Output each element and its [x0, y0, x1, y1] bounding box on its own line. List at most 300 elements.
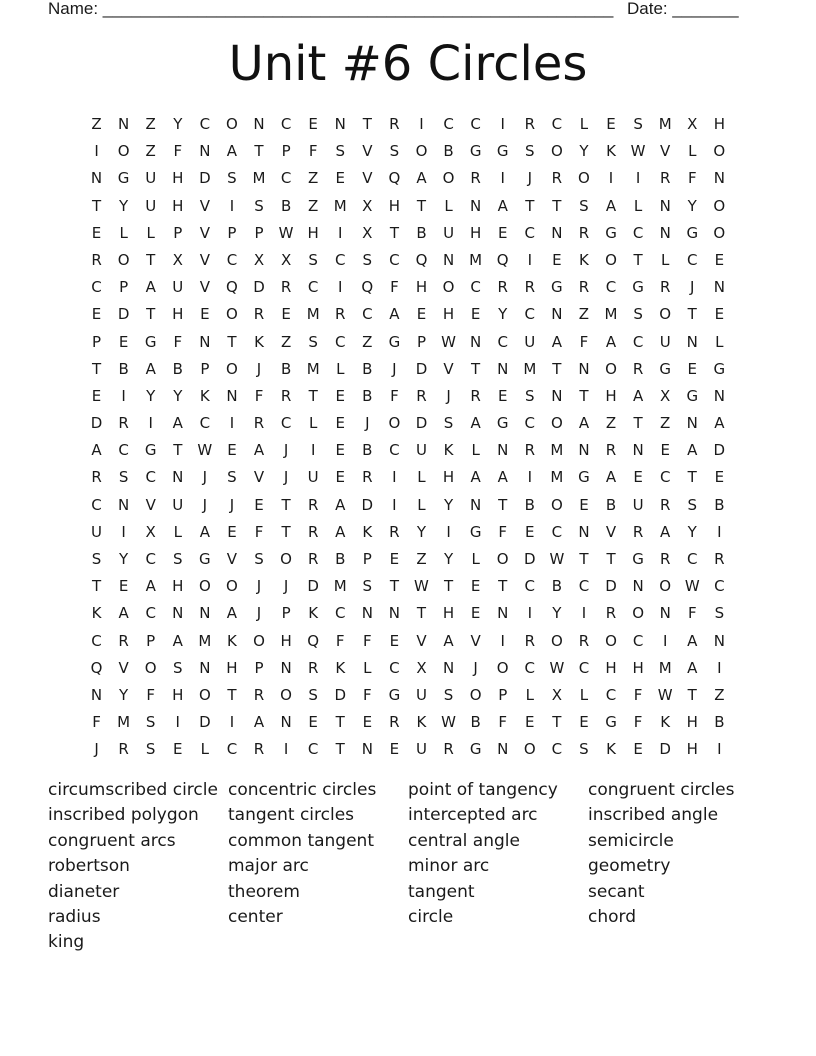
grid-letter[interactable]: G [117, 169, 130, 188]
grid-letter[interactable]: G [469, 522, 482, 541]
grid-letter[interactable]: E [118, 577, 129, 596]
grid-letter[interactable]: Y [119, 196, 129, 215]
grid-letter[interactable]: D [117, 305, 130, 324]
grid-letter[interactable]: F [687, 604, 697, 623]
grid-letter[interactable]: R [714, 550, 725, 568]
grid-letter[interactable]: E [497, 223, 508, 242]
grid-letter[interactable]: E [579, 495, 589, 514]
grid-letter[interactable]: D [199, 713, 211, 732]
grid-letter[interactable]: E [254, 495, 264, 514]
grid-letter[interactable]: U [415, 685, 427, 704]
grid-letter[interactable]: C [199, 414, 211, 433]
grid-letter[interactable]: O [226, 359, 238, 378]
grid-letter[interactable]: C [145, 468, 156, 487]
grid-letter[interactable]: D [361, 495, 374, 514]
grid-letter[interactable]: B [714, 713, 725, 732]
grid-letter[interactable]: I [527, 604, 532, 623]
grid-letter[interactable]: I [148, 414, 153, 433]
grid-letter[interactable]: C [199, 115, 211, 133]
grid-letter[interactable]: U [415, 441, 427, 460]
grid-letter[interactable]: R [659, 169, 671, 188]
grid-letter[interactable]: S [633, 115, 643, 133]
grid-letter[interactable]: K [579, 250, 589, 269]
grid-letter[interactable]: A [443, 631, 454, 650]
grid-letter[interactable]: S [308, 685, 318, 704]
grid-letter[interactable]: S [525, 386, 535, 405]
grid-letter[interactable]: S [308, 250, 318, 269]
grid-letter[interactable]: U [659, 332, 671, 351]
grid-letter[interactable]: W [549, 658, 565, 677]
grid-letter[interactable]: C [578, 577, 590, 596]
grid-letter[interactable]: R [443, 740, 454, 759]
grid-letter[interactable]: M [550, 441, 564, 460]
grid-letter[interactable]: A [605, 196, 617, 215]
grid-letter[interactable]: C [632, 223, 644, 242]
grid-letter[interactable]: I [121, 386, 126, 405]
grid-letter[interactable]: K [335, 658, 346, 677]
grid-letter[interactable]: E [416, 305, 427, 324]
grid-letter[interactable]: I [500, 115, 505, 133]
grid-letter[interactable]: T [471, 359, 481, 378]
grid-letter[interactable]: X [172, 250, 183, 269]
grid-letter[interactable]: E [335, 414, 345, 433]
grid-letter[interactable]: X [145, 522, 156, 541]
grid-letter[interactable]: E [308, 115, 318, 133]
grid-letter[interactable]: Y [119, 685, 129, 704]
grid-letter[interactable]: C [389, 250, 400, 269]
grid-letter[interactable]: Z [91, 115, 102, 133]
grid-letter[interactable]: N [361, 604, 373, 623]
grid-letter[interactable]: C [91, 631, 102, 650]
grid-letter[interactable]: O [469, 685, 482, 704]
grid-letter[interactable]: N [659, 223, 671, 242]
grid-letter[interactable]: J [690, 278, 695, 297]
grid-letter[interactable]: R [389, 115, 400, 133]
grid-letter[interactable]: E [308, 713, 318, 732]
grid-letter[interactable]: S [227, 468, 237, 487]
grid-letter[interactable]: R [659, 278, 671, 297]
grid-letter[interactable]: S [714, 604, 725, 623]
grid-letter[interactable]: H [469, 223, 482, 242]
grid-letter[interactable]: L [417, 495, 426, 514]
grid-letter[interactable]: I [635, 169, 641, 188]
grid-letter[interactable]: R [335, 305, 346, 324]
grid-letter[interactable]: N [199, 604, 211, 623]
grid-letter[interactable]: N [280, 658, 292, 677]
grid-letter[interactable]: E [470, 577, 481, 596]
grid-letter[interactable]: H [632, 658, 644, 677]
grid-letter[interactable]: T [606, 550, 616, 568]
grid-letter[interactable]: Y [416, 522, 427, 541]
grid-letter[interactable]: C [687, 250, 698, 269]
grid-letter[interactable]: B [605, 495, 617, 514]
grid-letter[interactable]: F [579, 332, 589, 351]
grid-letter[interactable]: P [498, 685, 508, 704]
grid-letter[interactable]: E [579, 713, 589, 732]
grid-letter[interactable]: R [362, 468, 373, 487]
grid-letter[interactable]: G [388, 685, 401, 704]
grid-letter[interactable]: R [524, 278, 535, 297]
grid-letter[interactable]: B [118, 359, 129, 378]
grid-letter[interactable]: S [173, 658, 183, 677]
grid-letter[interactable]: O [523, 740, 536, 759]
grid-letter[interactable]: E [335, 386, 345, 405]
grid-letter[interactable]: F [363, 685, 372, 704]
grid-letter[interactable]: D [524, 550, 536, 568]
grid-letter[interactable]: J [365, 414, 370, 433]
grid-letter[interactable]: C [687, 550, 698, 568]
grid-letter[interactable]: A [226, 142, 238, 161]
grid-letter[interactable]: C [307, 740, 319, 759]
grid-letter[interactable]: A [118, 604, 129, 623]
grid-letter[interactable]: C [524, 223, 536, 242]
grid-letter[interactable]: C [714, 577, 725, 596]
grid-letter[interactable]: Z [362, 332, 373, 351]
grid-letter[interactable]: M [117, 713, 131, 732]
grid-letter[interactable]: O [442, 278, 455, 297]
grid-letter[interactable]: T [579, 550, 589, 568]
grid-letter[interactable]: G [686, 223, 699, 242]
grid-letter[interactable]: J [202, 495, 208, 514]
grid-letter[interactable]: T [579, 386, 589, 405]
grid-letter[interactable]: M [252, 169, 266, 188]
grid-letter[interactable]: L [471, 550, 480, 568]
grid-letter[interactable]: S [254, 550, 264, 568]
grid-letter[interactable]: F [498, 522, 508, 541]
grid-letter[interactable]: W [441, 713, 456, 732]
name-field[interactable]: Name: ______________________________________________________ [48, 0, 614, 18]
grid-letter[interactable]: O [550, 631, 563, 650]
grid-letter[interactable]: N [118, 115, 130, 133]
grid-letter[interactable]: T [525, 196, 535, 215]
grid-letter[interactable]: R [280, 278, 292, 297]
grid-letter[interactable]: O [415, 142, 428, 161]
grid-letter[interactable]: W [657, 685, 673, 704]
grid-letter[interactable]: T [687, 685, 697, 704]
grid-letter[interactable]: M [658, 658, 672, 677]
grid-letter[interactable]: N [361, 740, 373, 759]
grid-letter[interactable]: D [415, 414, 428, 433]
grid-letter[interactable]: N [713, 169, 725, 188]
grid-letter[interactable]: U [172, 278, 184, 297]
grid-letter[interactable]: N [172, 604, 184, 623]
grid-letter[interactable]: B [280, 359, 292, 378]
grid-letter[interactable]: T [389, 577, 399, 596]
grid-letter[interactable]: C [524, 577, 536, 596]
grid-letter[interactable]: T [91, 577, 102, 596]
grid-letter[interactable]: I [121, 522, 126, 541]
grid-letter[interactable]: N [551, 386, 563, 405]
grid-letter[interactable]: N [551, 305, 563, 324]
grid-letter[interactable]: A [470, 468, 481, 487]
grid-letter[interactable]: N [470, 495, 482, 514]
grid-letter[interactable]: A [145, 577, 156, 596]
grid-letter[interactable]: V [145, 495, 156, 514]
grid-letter[interactable]: X [416, 658, 427, 677]
grid-letter[interactable]: E [714, 250, 725, 269]
grid-letter[interactable]: T [173, 441, 183, 460]
grid-letter[interactable]: H [442, 468, 455, 487]
grid-letter[interactable]: C [91, 495, 102, 514]
grid-letter[interactable]: G [551, 278, 563, 297]
grid-letter[interactable]: Z [605, 414, 617, 433]
grid-letter[interactable]: O [442, 169, 455, 188]
grid-letter[interactable]: L [715, 332, 724, 351]
grid-letter[interactable]: I [717, 658, 722, 677]
grid-letter[interactable]: T [416, 196, 427, 215]
grid-letter[interactable]: C [497, 332, 508, 351]
grid-letter[interactable]: L [661, 250, 670, 269]
grid-letter[interactable]: K [227, 631, 237, 650]
grid-letter[interactable]: C [145, 550, 156, 568]
grid-letter[interactable]: I [581, 604, 587, 623]
grid-letter[interactable]: D [253, 278, 265, 297]
grid-letter[interactable]: E [335, 169, 345, 188]
grid-letter[interactable]: A [172, 631, 183, 650]
grid-letter[interactable]: N [497, 604, 509, 623]
grid-letter[interactable]: G [469, 142, 482, 161]
grid-letter[interactable]: H [172, 685, 184, 704]
grid-letter[interactable]: T [335, 713, 345, 732]
grid-letter[interactable]: A [335, 522, 346, 541]
grid-letter[interactable]: E [281, 305, 291, 324]
grid-letter[interactable]: E [687, 359, 697, 378]
grid-letter[interactable]: C [632, 332, 644, 351]
grid-letter[interactable]: N [686, 414, 698, 433]
grid-letter[interactable]: V [605, 522, 617, 541]
grid-letter[interactable]: R [632, 522, 644, 541]
grid-letter[interactable]: C [551, 115, 563, 133]
grid-letter[interactable]: F [363, 631, 372, 650]
grid-letter[interactable]: E [714, 468, 725, 487]
grid-letter[interactable]: N [442, 658, 455, 677]
grid-letter[interactable]: H [442, 305, 455, 324]
grid-letter[interactable]: O [605, 359, 617, 378]
grid-letter[interactable]: H [172, 305, 184, 324]
grid-letter[interactable]: D [199, 169, 211, 188]
grid-letter[interactable]: Y [146, 386, 156, 405]
grid-letter[interactable]: B [362, 441, 373, 460]
grid-letter[interactable]: D [605, 577, 617, 596]
grid-letter[interactable]: B [362, 386, 373, 405]
grid-letter[interactable]: N [659, 604, 671, 623]
grid-letter[interactable]: S [227, 169, 237, 188]
grid-letter[interactable]: J [283, 577, 289, 596]
grid-letter[interactable]: C [470, 115, 481, 133]
grid-letter[interactable]: Q [90, 658, 103, 677]
grid-letter[interactable]: G [578, 468, 590, 487]
grid-letter[interactable]: R [307, 522, 319, 541]
grid-letter[interactable]: I [229, 414, 235, 433]
grid-letter[interactable]: K [199, 386, 210, 405]
grid-letter[interactable]: O [632, 604, 644, 623]
grid-letter[interactable]: G [469, 740, 482, 759]
grid-letter[interactable]: C [524, 414, 536, 433]
grid-letter[interactable]: N [442, 250, 455, 269]
grid-letter[interactable]: N [497, 740, 509, 759]
grid-letter[interactable]: S [254, 196, 264, 215]
grid-letter[interactable]: O [550, 495, 563, 514]
grid-letter[interactable]: C [118, 441, 129, 460]
grid-letter[interactable]: P [362, 550, 372, 568]
grid-letter[interactable]: O [713, 196, 726, 215]
grid-letter[interactable]: N [90, 685, 103, 704]
grid-letter[interactable]: C [335, 332, 346, 351]
grid-letter[interactable]: N [470, 332, 482, 351]
grid-letter[interactable]: I [392, 495, 397, 514]
grid-letter[interactable]: G [713, 359, 726, 378]
grid-letter[interactable]: T [308, 386, 318, 405]
grid-letter[interactable]: I [527, 250, 532, 269]
grid-letter[interactable]: A [172, 414, 183, 433]
grid-letter[interactable]: R [632, 359, 644, 378]
grid-letter[interactable]: G [686, 386, 699, 405]
grid-letter[interactable]: I [662, 631, 668, 650]
grid-letter[interactable]: S [633, 305, 643, 324]
grid-letter[interactable]: N [686, 332, 698, 351]
grid-letter[interactable]: M [658, 115, 672, 133]
grid-letter[interactable]: J [527, 169, 532, 188]
grid-letter[interactable]: L [363, 658, 372, 677]
grid-letter[interactable]: N [578, 522, 590, 541]
grid-letter[interactable]: P [146, 631, 156, 650]
grid-letter[interactable]: R [524, 441, 535, 460]
grid-letter[interactable]: V [362, 169, 373, 188]
grid-letter[interactable]: A [551, 332, 562, 351]
grid-letter[interactable]: A [605, 332, 617, 351]
grid-letter[interactable]: N [551, 223, 563, 242]
grid-letter[interactable]: Y [119, 550, 129, 568]
grid-letter[interactable]: A [389, 305, 400, 324]
grid-letter[interactable]: I [229, 196, 235, 215]
grid-letter[interactable]: K [91, 604, 102, 623]
grid-letter[interactable]: J [446, 386, 451, 405]
grid-letter[interactable]: A [226, 604, 238, 623]
grid-letter[interactable]: C [524, 305, 536, 324]
grid-letter[interactable]: N [90, 169, 103, 188]
grid-letter[interactable]: H [226, 658, 238, 677]
grid-letter[interactable]: E [227, 441, 237, 460]
grid-letter[interactable]: B [172, 359, 183, 378]
grid-letter[interactable]: H [686, 713, 698, 732]
grid-letter[interactable]: Z [578, 305, 590, 324]
grid-letter[interactable]: A [91, 441, 102, 460]
grid-letter[interactable]: V [660, 142, 671, 161]
grid-letter[interactable]: A [578, 414, 590, 433]
grid-letter[interactable]: M [333, 196, 347, 215]
grid-letter[interactable]: T [146, 305, 156, 324]
grid-letter[interactable]: B [335, 550, 346, 568]
grid-letter[interactable]: S [362, 577, 373, 596]
grid-letter[interactable]: C [551, 740, 563, 759]
grid-letter[interactable]: T [443, 577, 454, 596]
grid-letter[interactable]: E [227, 522, 237, 541]
grid-letter[interactable]: B [714, 495, 725, 514]
grid-letter[interactable]: N [632, 441, 644, 460]
grid-letter[interactable]: T [91, 359, 102, 378]
grid-letter[interactable]: P [119, 278, 129, 297]
grid-letter[interactable]: N [632, 577, 644, 596]
grid-letter[interactable]: I [175, 713, 180, 732]
grid-letter[interactable]: E [91, 386, 102, 405]
grid-letter[interactable]: Q [361, 278, 374, 297]
grid-letter[interactable]: B [551, 577, 563, 596]
grid-letter[interactable]: E [389, 740, 400, 759]
grid-letter[interactable]: P [281, 142, 291, 161]
grid-letter[interactable]: N [470, 196, 482, 215]
grid-letter[interactable]: R [416, 386, 427, 405]
grid-letter[interactable]: X [280, 250, 292, 269]
grid-letter[interactable]: R [253, 685, 265, 704]
grid-letter[interactable]: R [91, 250, 102, 269]
grid-letter[interactable]: J [473, 658, 478, 677]
grid-letter[interactable]: T [687, 468, 697, 487]
grid-letter[interactable]: N [199, 142, 211, 161]
grid-letter[interactable]: R [470, 169, 481, 188]
grid-letter[interactable]: N [118, 495, 130, 514]
grid-letter[interactable]: O [713, 223, 726, 242]
grid-letter[interactable]: N [578, 359, 590, 378]
grid-letter[interactable]: A [145, 359, 156, 378]
grid-letter[interactable]: I [527, 468, 532, 487]
grid-letter[interactable]: A [497, 196, 508, 215]
grid-letter[interactable]: R [118, 740, 129, 759]
grid-letter[interactable]: H [280, 631, 292, 650]
grid-letter[interactable]: R [307, 550, 319, 568]
grid-letter[interactable]: N [713, 631, 725, 650]
grid-letter[interactable]: A [714, 414, 725, 433]
grid-letter[interactable]: N [659, 196, 671, 215]
grid-letter[interactable]: C [470, 278, 481, 297]
grid-letter[interactable]: I [446, 522, 451, 541]
grid-letter[interactable]: H [172, 196, 184, 215]
grid-letter[interactable]: F [173, 332, 183, 351]
grid-letter[interactable]: U [524, 332, 536, 351]
grid-letter[interactable]: A [470, 414, 481, 433]
grid-letter[interactable]: V [199, 196, 210, 215]
grid-letter[interactable]: L [200, 740, 210, 759]
grid-letter[interactable]: N [199, 332, 211, 351]
grid-letter[interactable]: E [362, 713, 373, 732]
grid-letter[interactable]: G [632, 550, 644, 568]
grid-letter[interactable]: A [687, 441, 698, 460]
grid-letter[interactable]: A [687, 658, 698, 677]
grid-letter[interactable]: Z [145, 115, 156, 133]
grid-letter[interactable]: H [415, 278, 428, 297]
grid-letter[interactable]: I [500, 169, 505, 188]
grid-letter[interactable]: A [335, 495, 346, 514]
grid-letter[interactable]: R [605, 441, 617, 460]
grid-letter[interactable]: D [90, 414, 103, 433]
grid-letter[interactable]: T [362, 115, 372, 133]
grid-letter[interactable]: L [146, 223, 155, 242]
grid-letter[interactable]: E [606, 115, 616, 133]
grid-letter[interactable]: A [416, 169, 427, 188]
grid-letter[interactable]: I [500, 631, 505, 650]
grid-letter[interactable]: E [470, 305, 481, 324]
grid-letter[interactable]: S [389, 142, 400, 161]
grid-letter[interactable]: H [686, 740, 698, 759]
grid-letter[interactable]: Z [280, 332, 292, 351]
grid-letter[interactable]: C [145, 604, 156, 623]
grid-letter[interactable]: T [633, 414, 643, 433]
grid-letter[interactable]: R [389, 713, 400, 732]
grid-letter[interactable]: Y [173, 386, 183, 405]
grid-letter[interactable]: E [173, 740, 183, 759]
grid-letter[interactable]: Z [416, 550, 427, 568]
grid-letter[interactable]: C [524, 658, 536, 677]
grid-letter[interactable]: N [226, 386, 238, 405]
